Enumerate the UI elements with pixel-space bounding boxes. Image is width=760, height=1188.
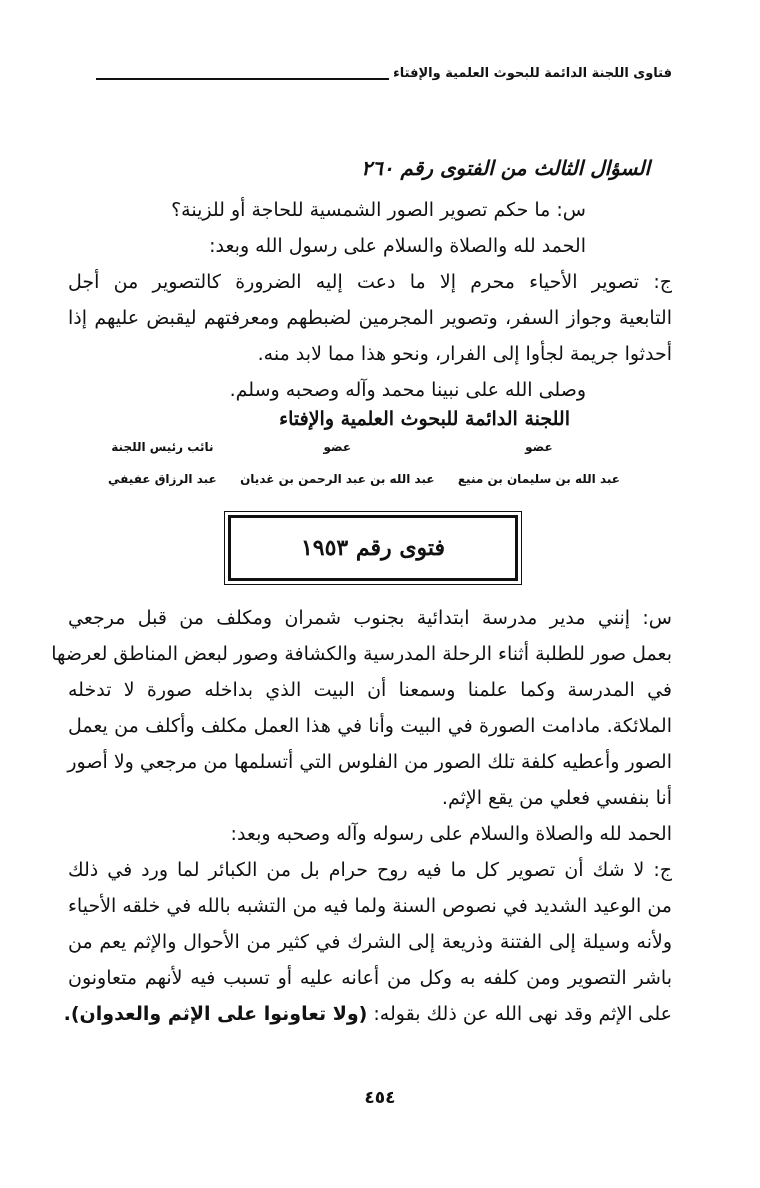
fatwa-260-body [68,192,672,408]
answer-line: ولأنه وسيلة إلى الفتنة وذريعة إلى الشرك في كثير من الأحوال والإثم يعم من [68,931,672,953]
closing-prayer: وصلى الله على نبينا محمد وآله وصحبه وسلم. [229,379,586,401]
signatory [458,440,620,486]
signatory-name: عبد الله بن سليمان بن منيع [457,472,620,486]
question-line: الصور وأعطيه كلفة تلك الصور من الفلوس التي أتسلمها من مرجعي ولا أصور [67,751,672,773]
answer-line: ج: لا شك أن تصوير كل ما فيه روح حرام بل من الكبائر لما ورد في ذلك [68,859,672,881]
signatories [108,440,620,486]
fatwa-title-box [228,515,518,581]
question-line: في المدرسة وكما علمنا وسمعنا أن البيت الذي بداخله صورة لا تدخله [68,679,672,701]
header-rule [96,78,389,80]
fatwa-title: فتوى رقم ١٩٥٣ [300,535,446,561]
signatory-role: نائب رئيس اللجنة [111,440,214,454]
question-line: الملائكة. مادامت الصورة في البيت وأنا في هذا العمل مكلف وأكلف من يعمل [68,715,672,737]
question-line: بعمل صور للطلبة أثناء الرحلة المدرسية والكشافة وصور لبعض المناطق لعرضها [51,643,672,665]
answer-last-prefix: على الإثم وقد نهى الله عن ذلك بقوله: [373,1003,672,1025]
answer-line: من الوعيد الشديد في نصوص السنة ولما فيه من التشبه بالله في خلقه الأحياء [68,895,672,917]
question-text: س: ما حكم تصوير الصور الشمسية للحاجة أو للزينة؟ [171,199,586,221]
running-title: فتاوى اللجنة الدائمة للبحوث العلمية والإفتاء [393,66,672,81]
signatory-role: عضو [525,440,553,454]
committee-name: اللجنة الدائمة للبحوث العلمية والإفتاء [279,408,570,430]
answer-line: باشر التصوير ومن كلفه به وكل من أعانه عليه أو تسبب فيه لأنهم متعاونون [68,967,672,989]
answer-line: أحدثوا جريمة لجأوا إلى الفرار، ونحو هذا مما لابد منه. [257,343,672,365]
answer-line: التابعية وجواز السفر، وتصوير المجرمين لضبطهم ومعرفتهم ليقبض عليهم إذا [68,307,672,329]
signatory [240,440,434,486]
signatory-name: عبد الله بن عبد الرحمن بن غديان [240,472,435,486]
signatory-name: عبد الرزاق عفيفي [108,472,217,486]
signatory [108,440,217,486]
question-line: أنا بنفسي فعلي من يقع الإثم. [441,787,672,809]
page-number: ٤٥٤ [364,1088,396,1108]
question-line: س: إنني مدير مدرسة ابتدائية بجنوب شمران ومكلف من قبل مرجعي [68,607,672,629]
opening-praise: الحمد لله والصلاة والسلام على رسول الله وبعد: [209,235,586,257]
running-header [96,66,672,81]
fatwa-1953-body [51,600,672,1032]
quran-quote: (ولا تعاونوا على الإثم والعدوان). [63,1003,368,1025]
answer-line-last [63,996,672,1032]
signatory-role: عضو [323,440,352,454]
opening-praise: الحمد لله والصلاة والسلام على رسوله وآله وصحبه وبعد: [230,823,672,845]
answer-line: ج: تصوير الأحياء محرم إلا ما دعت إليه الضرورة كالتصوير من أجل [68,271,672,293]
question-heading: السؤال الثالث من الفتوى رقم ٢٦٠ [361,156,650,180]
